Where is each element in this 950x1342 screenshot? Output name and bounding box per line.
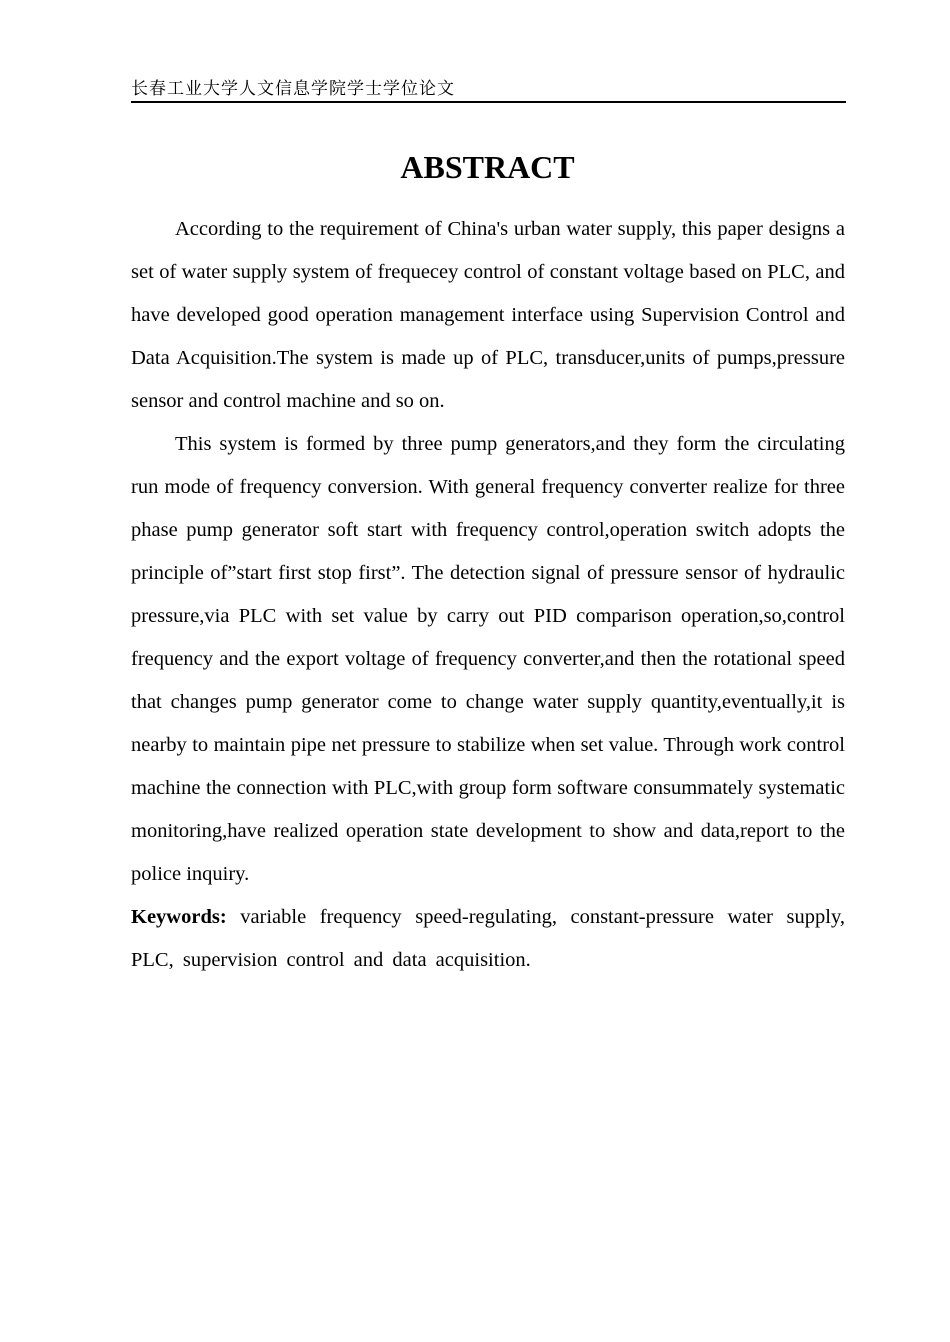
abstract-paragraph-2: This system is formed by three pump generators,and they form the circulating run mode of frequency conversion. With general frequency converter realize for three phase pump generator soft start with frequency control,operation switch adopts the principle of”start first stop first”. The detection signal of pressure sensor of hydraulic pressure,via PLC with set value by carry out PID comparison operation,so,control frequency and the export voltage of frequency converter,and then the rotational speed that changes pump generator come to change water supply quantity,eventually,it is nearby to maintain pipe net pressure to stabilize when set value. Through work control machine the connection with PLC,with group form software consummately systematic monitoring,have realized operation state development to show and data,report to the police inquiry. — [131, 433, 845, 885]
keywords-text: variable frequency speed-regulating, constant-pressure water supply, PLC, supervision control and data acquisition. — [131, 906, 845, 971]
abstract-title: ABSTRACT — [400, 149, 575, 185]
page-header — [131, 78, 846, 103]
keywords-line — [131, 896, 845, 982]
header-text: 长春工业大学人文信息学院学士学位论文 — [131, 79, 455, 99]
abstract-paragraph-1: According to the requirement of China's urban water supply, this paper designs a set of water supply system of frequecey control of constant voltage based on PLC, and have developed good operation management interface using Supervision Control and Data Acquisition.The system is made up of PLC, transducer,units of pumps,pressure sensor and control machine and so on. — [131, 218, 845, 412]
keywords-label: Keywords: — [131, 906, 227, 928]
abstract-body — [131, 208, 845, 982]
